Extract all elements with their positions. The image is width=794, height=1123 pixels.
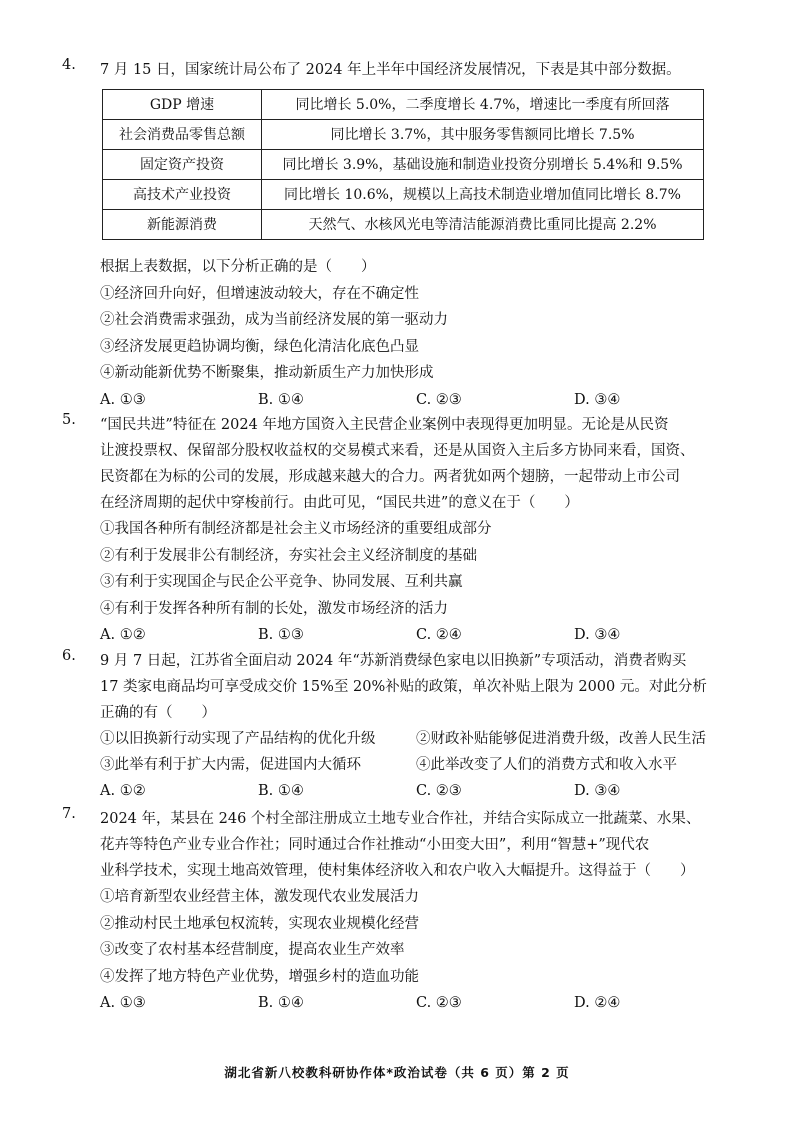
question-stem: 7 月 15 日，国家统计局公布了 2024 年上半年中国经济发展情况，下表是其中部分数据。	[100, 62, 681, 78]
table-row	[103, 180, 704, 210]
answer-choices	[100, 778, 752, 804]
choice-b[interactable]: B. ①③	[258, 627, 304, 643]
statement-option: ①我国各种所有制经济都是社会主义市场经济的重要组成部分	[100, 521, 492, 537]
question-number: 7.	[62, 806, 76, 822]
question-7	[62, 806, 752, 1016]
statement-option: ④此举改变了人们的消费方式和收入水平	[416, 757, 677, 773]
table-value: 同比增长 3.7%，其中服务零售额同比增长 7.5%	[262, 120, 704, 150]
table-key: 高技术产业投资	[103, 180, 262, 210]
stem-line: 9 月 7 日起，江苏省全面启动 2024 年“苏新消费绿色家电以旧换新”专项活动，消费者购买	[100, 653, 687, 669]
choice-a[interactable]: A. ①③	[100, 391, 146, 408]
choice-c[interactable]: C. ②③	[416, 391, 462, 408]
table-key: 固定资产投资	[103, 150, 262, 180]
table-key: GDP 增速	[103, 90, 262, 120]
choice-c[interactable]: C. ②③	[416, 783, 462, 799]
table-value: 天然气、水核风光电等清洁能源消费比重同比提高 2.2%	[262, 210, 704, 240]
choice-b[interactable]: B. ①④	[258, 391, 304, 408]
choice-d[interactable]: D. ③④	[574, 391, 621, 408]
choice-d[interactable]: D. ③④	[574, 627, 621, 643]
answer-choices	[100, 387, 752, 413]
page-footer: 湖北省新八校教科研协作体*政治试卷（共 6 页）第 2 页	[224, 1065, 570, 1080]
statement-option: ④有利于发挥各种所有制的长处，激发市场经济的活力	[100, 600, 448, 617]
statement-row	[100, 726, 752, 752]
choice-a[interactable]: A. ①②	[100, 627, 146, 643]
statement-option: ①以旧换新行动实现了产品结构的优化升级	[100, 731, 376, 747]
table-key: 社会消费品零售总额	[103, 120, 262, 150]
answer-choices	[100, 622, 752, 648]
stem-line: 17 类家电商品均可享受成交价 15%至 20%补贴的政策，单次补贴上限为 2000 元。对此分析	[100, 679, 707, 695]
statement-option: ③改变了农村基本经营制度，提高农业生产效率	[100, 942, 405, 958]
stem-line: 让渡投票权、保留部分股权收益权的交易模式来看，还是从国资入主后多方协同来看，国资、	[100, 443, 695, 459]
statement-option: ①培育新型农业经营主体，激发现代农业发展活力	[100, 889, 419, 905]
choice-d[interactable]: D. ③④	[574, 783, 621, 799]
choice-c[interactable]: C. ②④	[416, 627, 462, 643]
statement-option: ③此举有利于扩大内需，促进国内大循环	[100, 757, 361, 773]
stem-line: 业科学技术，实现土地高效管理，使村集体经济收入和农户收入大幅提升。这得益于（ ）	[100, 863, 695, 879]
question-prompt: 根据上表数据，以下分析正确的是（ ）	[100, 259, 376, 275]
table-value: 同比增长 10.6%，规模以上高技术制造业增加值同比增长 8.7%	[262, 180, 704, 210]
choice-c[interactable]: C. ②③	[416, 995, 462, 1011]
choice-b[interactable]: B. ①④	[258, 995, 304, 1011]
economic-data-table	[102, 89, 704, 240]
statement-option: ②社会消费需求强劲，成为当前经济发展的第一驱动力	[100, 312, 448, 328]
stem-line: 正确的有（ ）	[100, 705, 216, 721]
question-number: 4.	[62, 57, 76, 73]
statement-option: ④发挥了地方特色产业优势，增强乡村的造血功能	[100, 968, 419, 985]
choice-b[interactable]: B. ①④	[258, 783, 304, 799]
statement-option: ③经济发展更趋协调均衡，绿色化清洁化底色凸显	[100, 338, 419, 355]
question-number: 5.	[62, 412, 76, 428]
table-row	[103, 150, 704, 180]
question-number: 6.	[62, 648, 76, 664]
statement-option: ②有利于发展非公有制经济，夯实社会主义经济制度的基础	[100, 547, 477, 564]
stem-line: “国民共进”特征在 2024 年地方国资入主民营企业案例中表现得更加明显。无论是从民资	[100, 417, 669, 433]
table-row	[103, 120, 704, 150]
choice-a[interactable]: A. ①②	[100, 783, 146, 799]
question-4	[62, 57, 752, 240]
stem-line: 民资都在为标的公司的发展，形成越来越大的合力。两者犹如两个翅膀，一起带动上市公司	[100, 469, 680, 485]
table-row	[103, 210, 704, 240]
table-row	[103, 90, 704, 120]
statement-option: ②财政补贴能够促进消费升级，改善人民生活	[416, 731, 706, 747]
table-key: 新能源消费	[103, 210, 262, 240]
table-value: 同比增长 5.0%，二季度增长 4.7%，增速比一季度有所回落	[262, 90, 704, 120]
statement-option: ④新动能新优势不断聚集，推动新质生产力加快形成	[100, 365, 434, 381]
answer-choices	[100, 990, 752, 1016]
statement-option: ②推动村民土地承包权流转，实现农业规模化经营	[100, 915, 419, 932]
table-value: 同比增长 3.9%，基础设施和制造业投资分别增长 5.4%和 9.5%	[262, 150, 704, 180]
statement-option: ①经济回升向好，但增速波动较大，存在不确定性	[100, 285, 419, 302]
statement-row	[100, 752, 752, 778]
stem-line: 2024 年，某县在 246 个村全部注册成立土地专业合作社，并结合实际成立一批蔬菜、水果、	[100, 811, 701, 827]
question-5	[62, 412, 752, 648]
question-6	[62, 648, 752, 804]
choice-d[interactable]: D. ②④	[574, 995, 621, 1011]
question-4-continued	[62, 254, 752, 413]
statement-option: ③有利于实现国企与民企公平竞争、协同发展、互利共赢	[100, 574, 463, 590]
stem-line: 花卉等特色产业专业合作社；同时通过合作社推动“小田变大田”，利用“智慧+”现代农	[100, 837, 650, 853]
choice-a[interactable]: A. ①③	[100, 995, 146, 1011]
stem-line: 在经济周期的起伏中穿梭前行。由此可见，“国民共进”的意义在于（ ）	[100, 495, 579, 511]
